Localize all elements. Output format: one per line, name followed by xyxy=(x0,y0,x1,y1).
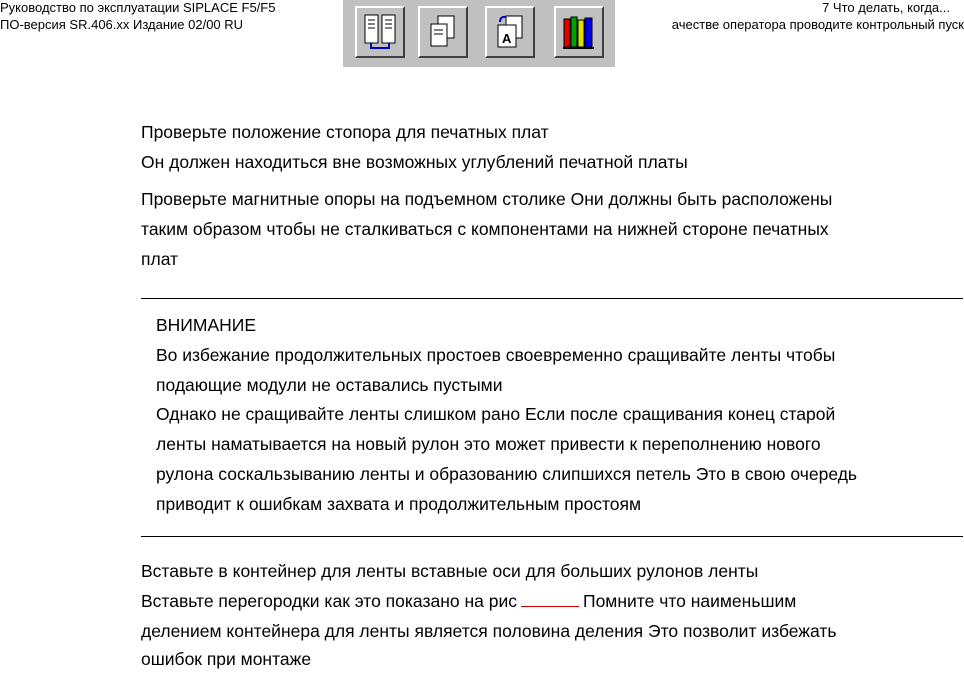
books-icon xyxy=(561,13,597,51)
header-version: ПО-версия SR.406.xx Издание 02/00 RU xyxy=(0,17,244,32)
warning-line1: Во избежание продолжительных простоев своевременно сращивайте ленты чтобы xyxy=(156,345,836,365)
p2-line3: плат xyxy=(141,249,179,269)
header-chapter: 7 Что делать, когда... xyxy=(822,0,950,15)
p1-line2: Он должен находиться вне возможных углублений печатной платы xyxy=(141,152,688,172)
header-manual-title: Руководство по эксплуатации SIPLACE F5/F5 xyxy=(0,0,276,15)
warning-line3: Однако не сращивайте ленты слишком рано Если после сращивания конец старой xyxy=(156,404,836,424)
pages-icon xyxy=(425,13,461,51)
page-layout-icon xyxy=(362,13,398,51)
p3-line2-end: Помните что наименьшим xyxy=(583,591,797,611)
page-layout-button[interactable] xyxy=(355,6,405,58)
warning-bottom-rule xyxy=(141,536,963,537)
figure-reference-link[interactable] xyxy=(521,590,579,607)
warning-line5: рулона соскальзыванию ленты и образованию слипшихся петель Это в свою очередь xyxy=(156,464,858,484)
warning-top-rule xyxy=(141,298,963,299)
p3-line2 xyxy=(141,586,796,616)
p2-line1: Проверьте магнитные опоры на подъемном столике Они должны быть расположены xyxy=(141,189,833,209)
warning-line4: ленты наматывается на новый рулон это может привести к переполнению нового xyxy=(156,434,821,454)
pages-button[interactable] xyxy=(418,6,468,58)
text-pages-button[interactable] xyxy=(485,6,535,58)
p2-line2: таким образом чтобы не сталкиваться с компонентами на нижней стороне печатных xyxy=(141,219,829,239)
warning-title: ВНИМАНИЕ xyxy=(156,315,257,335)
text-pages-icon xyxy=(492,13,528,51)
library-button[interactable] xyxy=(554,6,604,58)
p3-line1: Вставьте в контейнер для ленты вставные оси для больших рулонов ленты xyxy=(141,561,759,581)
p3-line3: делением контейнера для ленты является половина деления Это позволит избежать xyxy=(141,621,837,641)
warning-line2: подающие модули не оставались пустыми xyxy=(156,375,503,395)
svg-text:A: A xyxy=(502,31,512,46)
p1-line1: Проверьте положение стопора для печатных плат xyxy=(141,122,549,142)
header-section: ачестве оператора проводите контрольный пуск xyxy=(671,17,964,32)
navigation-toolbar xyxy=(343,0,615,67)
p3-line4: ошибок при монтаже xyxy=(141,649,312,669)
warning-line6: приводит к ошибкам захвата и продолжительным простоям xyxy=(156,494,642,514)
p3-line2-start: Вставьте перегородки как это показано на рис xyxy=(141,591,517,611)
